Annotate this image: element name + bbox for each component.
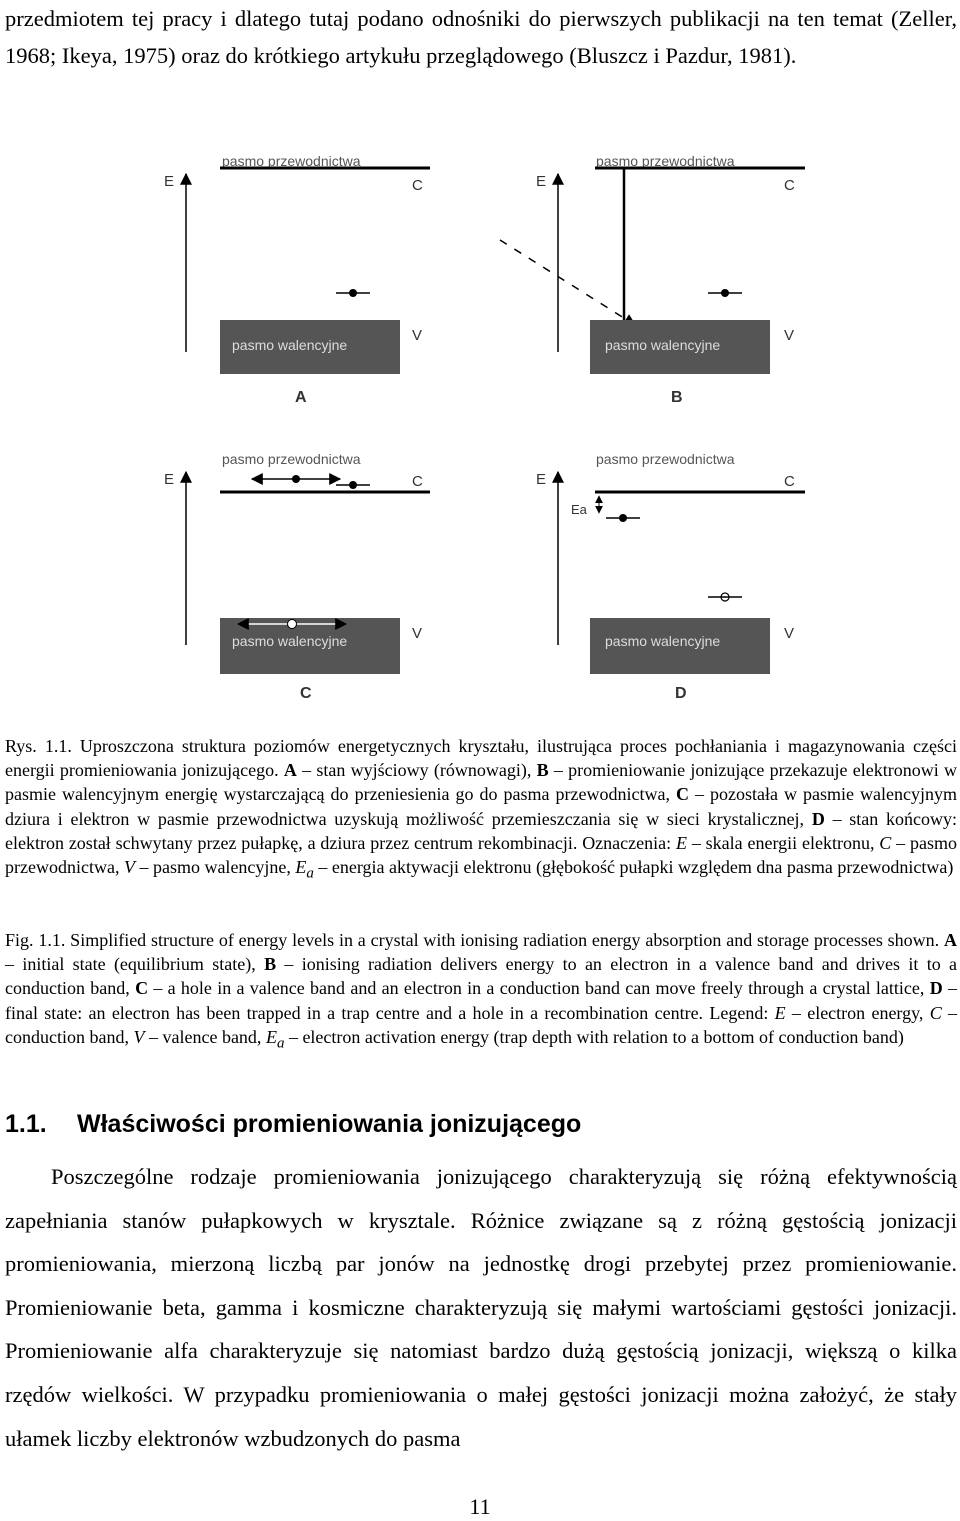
caption-key-c: C [135, 978, 149, 999]
page-number: 11 [469, 1494, 491, 1519]
conduction-letter: C [412, 177, 423, 194]
legend-ea: E [265, 1026, 277, 1047]
energy-axis-label: E [536, 173, 547, 190]
legend-e: E [774, 1002, 786, 1023]
caption-text-a: – stan wyjściowy (równowagi), [302, 760, 532, 781]
legend-e-text: – electron energy, [791, 1002, 924, 1023]
caption-prefix: Fig. 1.1. Simplified structure of energy levels in a crystal with ionising radiation energy absorption and storage processes shown. [5, 930, 940, 950]
legend-c: C [929, 1002, 942, 1023]
panel-c [164, 451, 430, 702]
legend-v-text: – valence band, [148, 1026, 262, 1047]
caption-key-b: B [264, 954, 277, 975]
valence-band-label: pasmo walencyjne [232, 337, 348, 353]
energy-axis-label: E [164, 471, 175, 488]
caption-key-a: A [944, 930, 958, 950]
section-number: 1.1. [5, 1110, 47, 1138]
caption-prefix: Rys. 1.1. Uproszczona struktura poziomów energetycznych kryształu, ilustrująca proces pochłaniania i magazynowania części energii promieniowania jonizującego. [5, 736, 957, 781]
figure-caption-english [5, 928, 957, 1056]
conduction-band-label: pasmo przewodnictwa [222, 153, 361, 169]
conduction-band-label: pasmo przewodnictwa [222, 451, 361, 467]
valence-letter: V [784, 327, 795, 344]
panel-label: A [295, 389, 307, 406]
activation-energy-label: Ea [571, 502, 587, 517]
caption-text-c: – a hole in a valence band and an electron in a conduction band can move freely through a crystal lattice, [153, 978, 925, 999]
section-title: Właściwości promieniowania jonizującego [77, 1110, 582, 1138]
conduction-band-label: pasmo przewodnictwa [596, 451, 735, 467]
legend-ea-text: – electron activation energy (trap depth with relation to a bottom of conduction band) [288, 1026, 904, 1047]
caption-text-d: – final state: an electron has been trapped in a trap centre and a hole in a recombination centre. Legend: [5, 978, 957, 1023]
body-paragraph: Poszczególne rodzaje promieniowania jonizującego charakteryzują się różną efektywnością zapełniania stanów pułapkowych w krysztale. Różnice związane są z różną gęstością jonizacji promieniowania, mierzoną liczbą par jonów na jednostkę drogi przebytej przez promieniowanie. Promieniowanie beta, gamma i kosmiczne charakteryzują się małymi wartościami gęstości jonizacji. Promieniowanie alfa charakteryzuje się natomiast bardzo dużą gęstością jonizacji, większą o kilka rzędów wielkości. W przypadku promieniowania o małej gęstości jonizacji można założyć, że stały ułamek liczby elektronów wzbudzonych do pasma [5, 1164, 957, 1451]
panel-label: C [300, 685, 312, 702]
valence-band-label: pasmo walencyjne [605, 633, 721, 649]
legend-e-text: – skala energii elektronu, [691, 832, 875, 853]
legend-v: V [133, 1026, 145, 1047]
caption-text-a: – initial state (equilibrium state), [5, 954, 256, 975]
panel-d [536, 451, 805, 702]
energy-axis-label: E [164, 173, 175, 190]
caption-text-c: – pozostała w pasmie walencyjnym dziura i elektron w pasmie przewodnictwa uzyskują możliwość przemieszczania się w sieci krystalicznej, [5, 784, 958, 829]
legend-ea-text: – energia aktywacji elektronu (głębokość pułapki względem dna pasma przewodnictwa) [318, 857, 954, 878]
panel-label: B [671, 389, 683, 406]
energy-axis-label: E [536, 471, 547, 488]
caption-key-c: C [676, 784, 690, 805]
legend-v-text: – pasmo walencyjne, [139, 857, 291, 878]
hole-dot [288, 620, 297, 629]
energy-band-figure [150, 140, 810, 710]
caption-key-b: B [536, 760, 549, 781]
radiation-incoming-arrow [500, 240, 635, 325]
legend-v: V [123, 857, 135, 878]
conduction-letter: C [784, 473, 795, 490]
conduction-letter: C [412, 473, 423, 490]
caption-key-a: A [283, 760, 297, 781]
valence-letter: V [412, 327, 423, 344]
panel-b [500, 153, 805, 406]
legend-c-text: – conduction band, [5, 1002, 958, 1047]
legend-ea-subscript: a [276, 1035, 285, 1052]
legend-e: E [675, 832, 687, 853]
valence-band-label: pasmo walencyjne [605, 337, 721, 353]
conduction-band-label: pasmo przewodnictwa [596, 153, 735, 169]
figure-caption-polish [5, 734, 957, 886]
caption-text-d: – stan końcowy: elektron został schwytany przez pułapkę, a dziura przez centrum rekombinacji. Oznaczenia: [5, 808, 958, 853]
caption-text-b: – ionising radiation delivers energy to an electron in a valence band and drives it to a conduction band, [5, 954, 958, 999]
legend-c-text: – pasmo przewodnictwa, [5, 832, 957, 878]
panel-label: D [675, 685, 687, 702]
caption-key-d: D [811, 808, 825, 829]
conduction-letter: C [784, 177, 795, 194]
panel-a [164, 153, 430, 406]
caption-text-b: – promieniowanie jonizujące przekazuje elektronowi w pasmie walencyjnym energię wystarczającą do przeniesienia go do pasma przewodnictwa, [5, 760, 958, 805]
legend-ea: E [295, 857, 307, 878]
intro-paragraph: przedmiotem tej pracy i dlatego tutaj podano odnośniki do pierwszych publikacji na ten temat (Zeller, 1968; Ikeya, 1975) oraz do krótkiego artykułu przeglądowego (Bluszcz i Pazdur, 1981). [5, 6, 957, 68]
valence-letter: V [784, 625, 795, 642]
valence-band-label: pasmo walencyjne [232, 633, 348, 649]
caption-key-d: D [929, 978, 943, 999]
valence-letter: V [412, 625, 423, 642]
electron-dot [292, 475, 300, 483]
legend-ea-subscript: a [306, 865, 314, 882]
energy-band-diagram [150, 140, 810, 710]
legend-c: C [879, 832, 892, 853]
section-heading [5, 1106, 581, 1142]
